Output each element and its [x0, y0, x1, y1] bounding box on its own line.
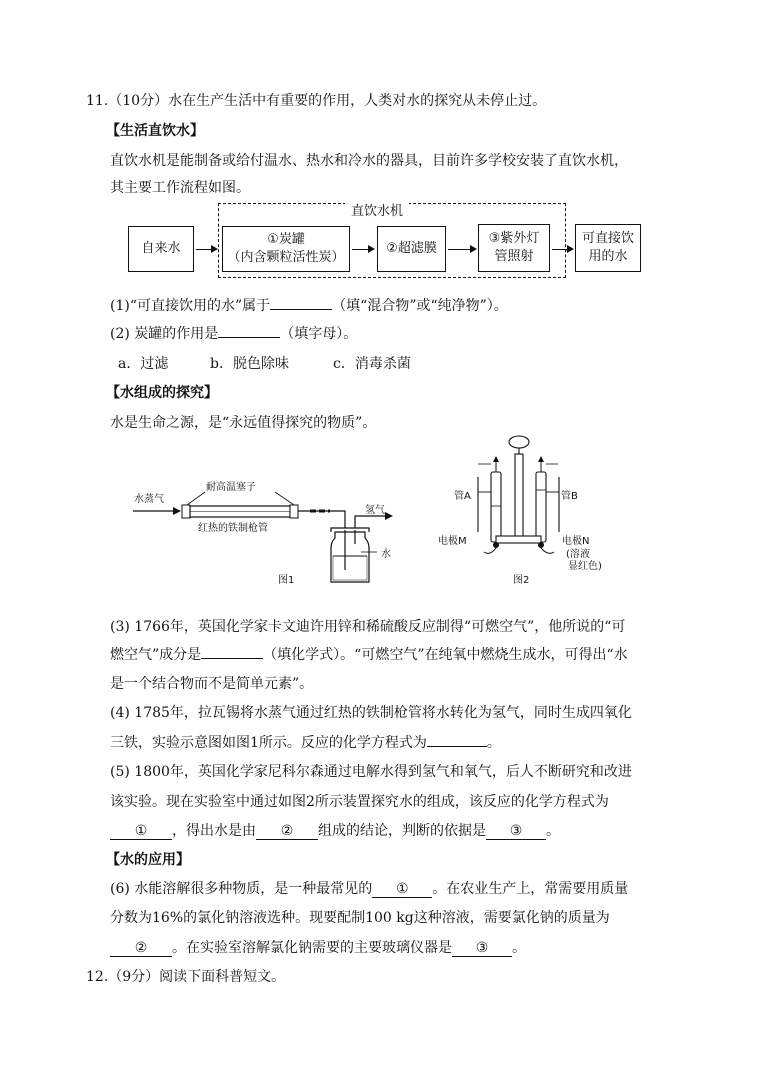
sub4-text-b: 。: [486, 735, 501, 751]
sub3-text-a: 燃空气”成分是: [110, 647, 202, 663]
machine-label: 直饮水机: [345, 203, 409, 221]
fig2-label-tube-a: 管A: [454, 491, 471, 502]
fig2-note-line2: 显红色): [568, 561, 602, 572]
sub4-text-a: 三铁，实验示意图如图1所示。反应的化学方程式为: [110, 735, 427, 751]
box-uv-line2: 管照射: [494, 249, 534, 264]
answer-blank-sub6-1[interactable]: ①: [372, 881, 432, 898]
box-tap-water-label: 自来水: [141, 241, 181, 256]
box-drink-line2: 用的水: [588, 249, 628, 264]
box-carbon-line1: ①炭罐: [267, 232, 305, 247]
fig1-label-tube: 红热的铁制枪管: [198, 523, 268, 534]
sub6-text-c: 。在实验室溶解氯化钠需要的主要玻璃仪器是: [172, 940, 452, 956]
sub2-text-b: （填字母）。: [280, 326, 358, 342]
section-title-drinking-water: 【生活直饮水】: [106, 123, 204, 139]
fig2-note-line1: (溶液: [566, 549, 590, 560]
fig2-caption: 图2: [513, 575, 530, 586]
section-title-water-application: 【水的应用】: [106, 852, 190, 868]
intro-2: 水是生命之源，是“永远值得探究的物质”。: [110, 415, 377, 431]
fig1-label-water: 水: [381, 549, 391, 560]
section-title-water-composition: 【水组成的探究】: [106, 385, 218, 401]
fig2-label-electrode-n: 电极N: [562, 536, 590, 547]
box-carbon-tank: [222, 226, 350, 272]
box-drink-line1: 可直接饮: [581, 231, 634, 246]
option-a: a．过滤: [118, 356, 169, 372]
option-b: b．脱色除味: [210, 356, 289, 372]
answer-blank-sub1[interactable]: [270, 309, 332, 310]
fig2-label-tube-b: 管B: [561, 491, 578, 502]
sub6-line-3: [110, 938, 526, 958]
intro-line-1: 直饮水机是能制备或给付温水、热水和冷水的器具，目前许多学校安装了直饮水机，: [110, 153, 628, 169]
arrow-2: [352, 249, 373, 250]
fig1-label-hydrogen: 氢气: [365, 505, 385, 516]
fig1-caption: 图1: [278, 575, 295, 586]
fig1-label-steam: 水蒸气: [134, 494, 164, 505]
box-drinkable-water: [575, 224, 641, 272]
fig1-label-plug: 耐高温塞子: [206, 482, 256, 493]
sub6-text-b: 。在农业生产上，常需要用质量: [432, 881, 629, 897]
intro-line-2: 其主要工作流程如图。: [110, 180, 250, 196]
answer-blank-sub5-2[interactable]: ②: [256, 823, 318, 840]
sub4-line-1: (4) 1785年，拉瓦锡将水蒸气通过红热的铁制枪管将水转化为氢气，同时生成四氧化: [110, 705, 632, 721]
sub-question-2: [110, 324, 357, 344]
sub5-text-b: 组成的结论，判断的依据是: [318, 823, 486, 839]
option-c: c．消毒杀菌: [333, 356, 411, 372]
sub5-text-c: 。: [546, 823, 560, 839]
sub2-text-a: (2) 炭罐的作用是: [110, 326, 219, 342]
sub5-line-1: (5) 1800年，英国化学家尼科尔森通过电解水得到氢气和氧气，后人不断研究和改进: [110, 764, 632, 780]
box-uv-line1: ③紫外灯: [488, 231, 540, 246]
arrow-4: [552, 249, 572, 250]
question-12-stem: 12.（9分）阅读下面科普短文。: [86, 969, 286, 985]
sub5-text-a: ，得出水是由: [172, 823, 256, 839]
answer-blank-sub2[interactable]: [218, 337, 280, 338]
sub5-line-2: 该实验。现在实验室中通过如图2所示装置探究水的组成，该反应的化学方程式为: [110, 794, 609, 810]
box-uv-lamp: [478, 224, 550, 272]
answer-blank-sub5-1[interactable]: ①: [110, 823, 172, 840]
sub-question-1: [110, 296, 508, 316]
sub1-text-a: (1)“可直接饮用的水”属于: [110, 298, 271, 314]
answer-blank-sub5-3[interactable]: ③: [486, 823, 546, 840]
box-tap-water: [128, 226, 194, 272]
figure-2-electrolysis-apparatus: [440, 432, 640, 572]
sub3-line-3: 是一个结合物而不是简单元素”。: [110, 676, 314, 692]
question-11-stem: 11.（10分）水在生产生活中有重要的作用，人类对水的探究从未停止过。: [86, 93, 547, 109]
answer-blank-sub6-2[interactable]: ②: [110, 940, 172, 957]
sub1-text-b: （填“混合物”或“纯净物”）。: [332, 298, 508, 314]
answer-blank-sub4[interactable]: [427, 746, 487, 747]
box-uf-label: ②超滤膜: [386, 241, 437, 256]
sub6-line-1: [110, 879, 628, 899]
box-carbon-line2: （内含颗粒活性炭）: [227, 250, 345, 265]
sub6-text-a: (6) 水能溶解很多种物质，是一种最常见的: [110, 881, 373, 897]
sub3-text-b: （填化学式）。“可燃空气”在纯氧中燃烧生成水，可得出“水: [263, 647, 628, 663]
answer-blank-sub6-3[interactable]: ③: [452, 940, 512, 957]
arrow-3: [448, 249, 475, 250]
arrow-1: [196, 249, 216, 250]
sub3-line-1: (3) 1766年，英国化学家卡文迪许用锌和稀硫酸反应制得“可燃空气”，他所说的“可: [110, 619, 626, 635]
answer-blank-sub3[interactable]: [201, 658, 263, 659]
sub3-line-2: [110, 645, 628, 665]
sub6-text-d: 。: [512, 940, 526, 956]
sub6-line-2: 分数为16%的氯化钠溶液选种。现要配制100 kg这种溶液，需要氯化钠的质量为: [110, 910, 610, 926]
box-ultrafiltration: [377, 226, 446, 272]
sub5-line-3: [110, 821, 560, 841]
fig2-label-electrode-m: 电极M: [438, 536, 467, 547]
sub4-line-2: [110, 733, 501, 753]
